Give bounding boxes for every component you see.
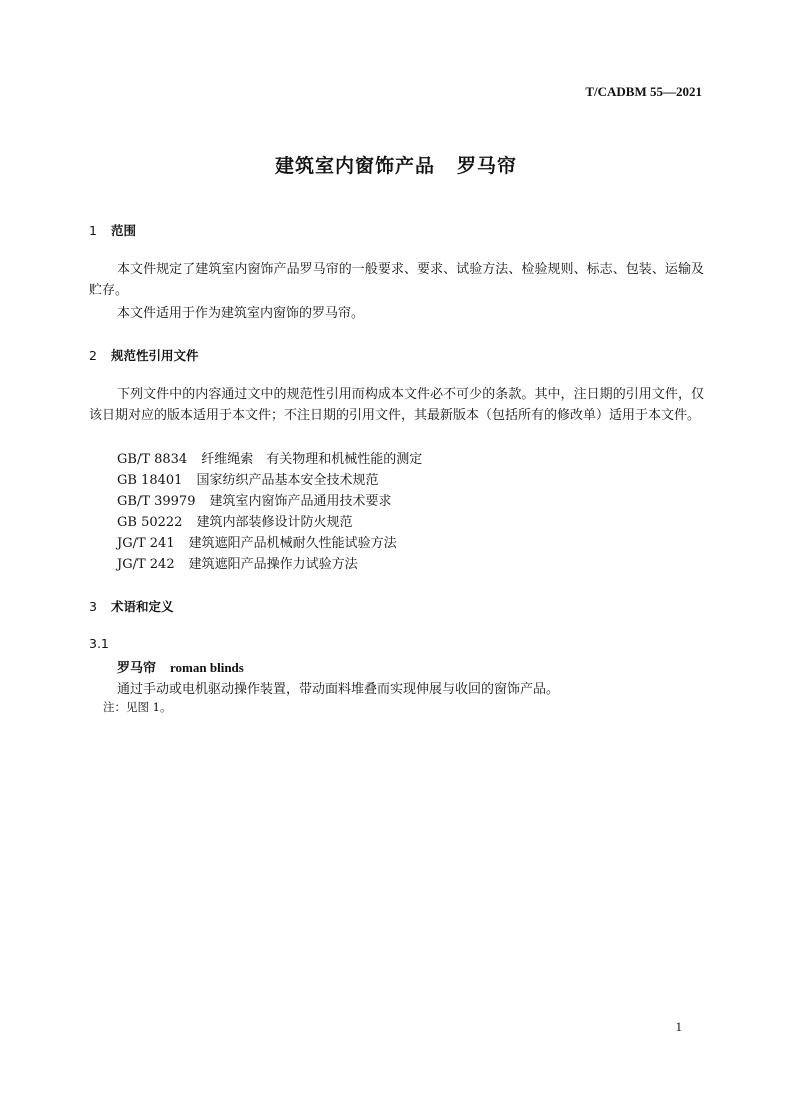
- term-chinese: 罗马帘: [117, 661, 157, 676]
- reference-code: GB/T 39979: [117, 494, 196, 509]
- section-number: 2: [89, 348, 97, 363]
- reference-item: [117, 490, 392, 509]
- reference-item: [117, 532, 397, 551]
- reference-title: 建筑遮阳产品操作力试验方法: [188, 557, 358, 572]
- title-sub: 罗马帘: [457, 155, 518, 177]
- term-definition: 通过手动或电机驱动操作装置，带动面料堆叠而实现伸展与收回的窗饰产品。: [117, 682, 560, 697]
- page-title: [0, 151, 792, 178]
- section-1-heading: [89, 221, 136, 239]
- scope-paragraph-2: 本文件适用于作为建筑室内窗饰的罗马帘。: [117, 306, 365, 321]
- section-title: 术语和定义: [111, 599, 174, 614]
- reference-item: [117, 469, 378, 488]
- reference-title: 国家纺织产品基本安全技术规范: [196, 473, 379, 488]
- reference-code: JG/T 242: [117, 557, 175, 572]
- section-title: 规范性引用文件: [111, 348, 199, 363]
- term-note: 注：见图 1。: [103, 700, 172, 714]
- term-english: roman blinds: [170, 660, 244, 675]
- document-number: T/CADBM 55—2021: [585, 84, 702, 99]
- reference-item: [117, 553, 358, 572]
- section-number: 1: [89, 223, 97, 238]
- page-number: 1: [675, 1019, 682, 1034]
- section-2-heading: [89, 346, 199, 364]
- reference-title: 纤维绳索 有关物理和机械性能的测定: [201, 452, 423, 467]
- reference-code: JG/T 241: [117, 536, 175, 551]
- reference-item: [117, 511, 352, 530]
- reference-item: [117, 448, 422, 467]
- reference-title: 建筑遮阳产品机械耐久性能试验方法: [188, 536, 397, 551]
- section-number: 3: [89, 599, 97, 614]
- references-intro-paragraph: 下列文件中的内容通过文中的规范性引用而构成本文件必不可少的条款。其中，注日期的引用文件，仅该日期对应的版本适用于本文件；不注日期的引用文件，其最新版本（包括所有的修改单）适用于本文件。: [89, 387, 704, 423]
- reference-title: 建筑室内窗饰产品通用技术要求: [209, 494, 392, 509]
- term-number: 3.1: [89, 636, 109, 651]
- section-3-heading: [89, 597, 174, 615]
- section-title: 范围: [111, 223, 137, 238]
- reference-title: 建筑内部装修设计防火规范: [196, 515, 353, 530]
- title-main: 建筑室内窗饰产品: [274, 155, 435, 177]
- reference-code: GB 18401: [117, 473, 183, 488]
- scope-paragraph-1: 本文件规定了建筑室内窗饰产品罗马帘的一般要求、要求、试验方法、检验规则、标志、包装、运输及贮存。: [89, 262, 704, 298]
- reference-code: GB 50222: [117, 515, 183, 530]
- term-entry: [117, 657, 244, 676]
- reference-code: GB/T 8834: [117, 452, 188, 467]
